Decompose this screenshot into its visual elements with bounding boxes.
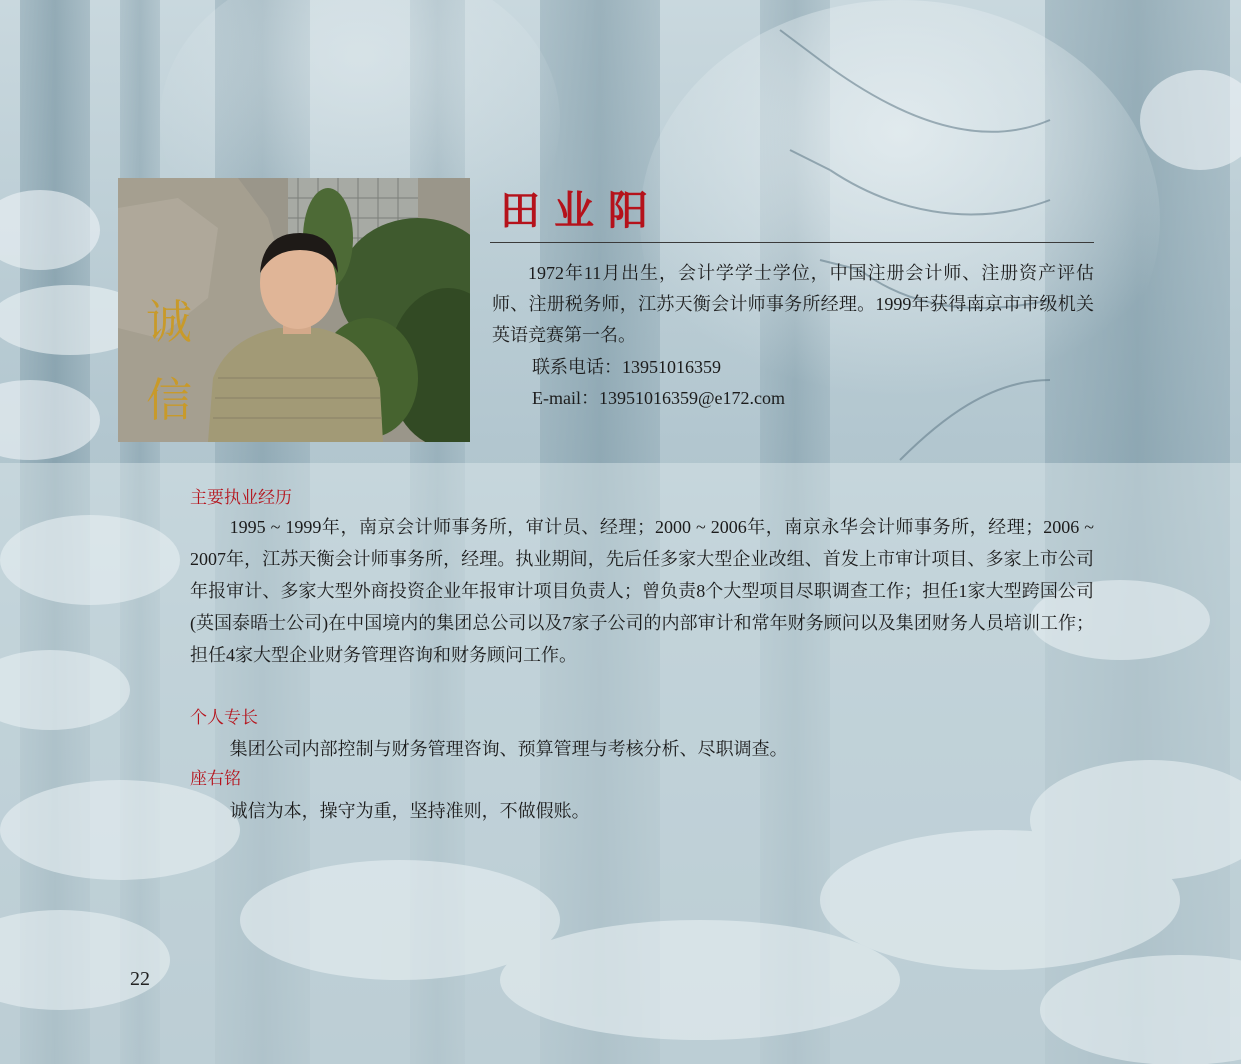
experience-text: 1995 ~ 1999年，南京会计师事务所，审计员、经理；2000 ~ 2006年，南京永华会计师事务所，经理；2006 ~ 2007年，江苏天衡会计师事务所，经理。执业期间，先后任多家大型企业改组、首发上市审计项目、多家上市公司年报审计、多家大型外商投资企业年报审计项目负责人；曾负责8个大型项目尽职调查工作；担任1家大型跨国公司(英国泰晤士公司)在中国境内的集团总公司以及7家子公司的内部审计和常年财务顾问以及集团财务人员培训工作；担任4家大型企业财务管理咨询和财务顾问工作。 [190, 517, 1094, 665]
name-divider [490, 242, 1094, 243]
specialty-heading: 个人专长 [190, 708, 258, 728]
intro-paragraph [492, 258, 1094, 351]
motto-body [190, 795, 1094, 827]
stone-char-1: 诚 [146, 295, 192, 349]
stone-char-2: 信 [146, 373, 192, 427]
person-name: 田业阳 [500, 187, 662, 234]
specialty-body [190, 733, 1094, 765]
specialty-text: 集团公司内部控制与财务管理咨询、预算管理与考核分析、尽职调查。 [229, 739, 788, 759]
motto-heading: 座右铭 [190, 769, 241, 789]
intro-text: 1972年11月出生，会计学学士学位，中国注册会计师、注册资产评估师、注册税务师，江苏天衡会计师事务所经理。1999年获得南京市市级机关英语竞赛第一名。 [492, 263, 1094, 345]
contact-phone: 联系电话：13951016359 [532, 357, 721, 377]
experience-heading: 主要执业经历 [190, 488, 292, 508]
motto-text: 诚信为本，操守为重，坚持准则，不做假账。 [229, 801, 590, 821]
page-number: 22 [130, 968, 150, 990]
portrait-photo [118, 178, 470, 442]
contact-email[interactable]: E-mail：13951016359@e172.com [532, 388, 786, 408]
experience-body [190, 511, 1094, 671]
